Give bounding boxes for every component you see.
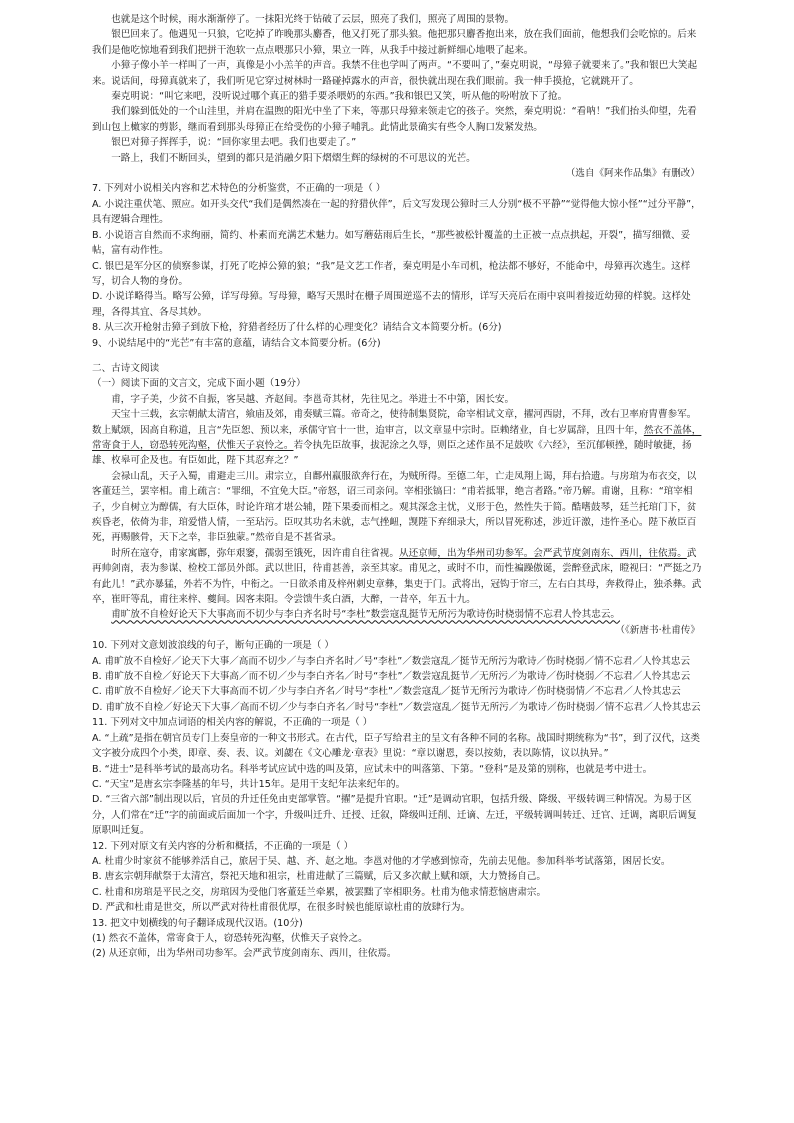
option-b: B. “进士”是科举考试的最高功名。科举考试应试中选的叫及第，应试未中的叫落第、下第。“登科”是及第的别称，也就是考中进士。: [92, 763, 653, 775]
option-c: C. 甫旷放不自检好／论天下大事高而不切／少与李白齐名／时号“李杜”／数尝寇乱／挺节无所污为歌诗／伤时桡弱情／不忘君／人怜其忠云: [92, 686, 681, 698]
option-b: B. 小说语言自然而不求绚丽，简约、朴素而充满艺术魅力。如写蘑菇雨后生长，“那些被松针覆盖的土正被一点点拱起，开裂”，描写细微、妥帖，富有动作性。: [92, 229, 691, 257]
option-c: C. 杜甫和房琯是平民之交，房琯因为受他门客董廷兰牵累，被罢黜了宰相职务。杜甫为他求情惹恼唐肃宗。: [92, 886, 547, 898]
underlined-sentence-1: 然衣不盖体，常寄食于人，窃恐转死沟壑，伏惟天子哀怜之。: [92, 424, 702, 451]
story-source: （选自《阿来作品集》有删改）: [565, 168, 700, 180]
classical-source: （《新唐书·杜甫传》: [615, 624, 700, 636]
option-a: A. 甫旷放不自检好／论天下大事／高而不切少／与李白齐名时／号“李杜”／数尝寇乱／挺节无所污为歌诗／伤时桡弱／情不忘君／人怜其忠云: [92, 655, 691, 667]
question-8: 8. 从三次开枪射击獐子到放下枪，狩猎者经历了什么样的心理变化？请结合文本简要分析。(6分): [92, 322, 502, 334]
story-paragraph: 秦克明说：“叫它来吧，没听说过哪个真正的猎手要杀喂奶的东西。”我和银巴又笑，听从他的吩咐放下了抢。: [111, 91, 568, 103]
story-paragraph: 一路上，我们不断回头，望到的都只是消融夕阳下熠熠生辉的绿树的不可思议的光芒。: [111, 152, 476, 164]
question-stem: 12. 下列对原文有关内容的分析和概括，不正确的一项是（ ）: [92, 840, 354, 852]
option-d: D. 小说详略得当。略写公獐，详写母獐。写母獐，略写天黑时在栅子周围逆巡不去的情形，详写天亮后在雨中哀叫着接近幼獐的样貌。这样处理，各得其宜、各尽其妙。: [92, 291, 691, 318]
classical-paragraph: [92, 407, 704, 469]
question-13: [92, 916, 704, 962]
question-11: [92, 715, 704, 838]
story-paragraph: 银巴回来了。他遇见一只狼，它吃掉了昨晚那头麝香，他又打死了那头狼。他把那只麝香抱出来，放在我们面前，他想我们会吃惊的。后来我们是他吃惊地看到我们把拼干泡软一点点喂那只小獐，果立一阵，从我手中接过新鲜细心地喂了起来。: [92, 29, 697, 56]
text-run: 时所在寇夺，甫家寓鄜，弥年艰窭，孺弱至饿死，因许甫自往省视。: [111, 547, 399, 559]
question-10: [92, 638, 704, 715]
option-c: C. 银巴是军分区的侦察参谋，打死了吃掉公獐的狼；“我”是文艺工作者，秦克明是小车司机，枪法都不够好，不能命中，母獐再次逃生。这样写，切合人物的身份。: [92, 260, 691, 287]
section-subtitle: （一）阅读下面的文言文，完成下面小题（19分）: [92, 378, 306, 390]
story-paragraph: 小獐子像小羊一样叫了一声，真像是小小羔羊的声音。我禁不住也学叫了两声。“不要叫了，”秦克明说，“母獐子就要来了。”我和银巴大笑起来。说话间，母獐真就来了，我们听见它穿过树林时一路碰掉露水的声音，很快就出现在我们眼前。我一伸手摸抢，它就跳开了。: [92, 60, 698, 87]
classical-paragraph: 会禄山乱，天子入蜀，甫避走三川。肃宗立，自鄜州羸服欲奔行在，为贼所得。至德二年，亡走凤翔上谒，拜右拾遗。与房琯为布衣交，以客董廷兰，罢宰相。甫上疏言：“罪细，不宜免大臣。”帝怒，诏三司亲问。宰相张镐曰：“甫若抵罪，绝言者路。”帝乃解。甫谢，且称：“琯宰相子，少自树立为醇儒，有大臣体，时论许琯才堪公辅，陛下果委而相之。观其深念主忧，义形于色，然性失于简。酷嗜鼓琴，廷兰托琯门下，贫疾昏老，依倚为非，琯爱惜人情，一至玷污。臣叹其功名未就，志气挫衄，觊陛下弃细录大，所以冒死称述，涉近讦激，违忤圣心。陛下赦臣百死，再赐骸骨，天下之幸，非臣独蒙。”然帝自是不甚省录。: [92, 470, 697, 544]
wavy-underlined-passage: 甫旷放不自检好论天下大事高而不切少与李白齐名时号“李杜”数尝寇乱挺节无所污为歌诗伤时桡弱情不忘君人怜其忠云。: [111, 609, 621, 621]
text-run: 武再帅剑南，表为参谋、检校工部员外郎。武以世旧，待甫甚善，亲至其家。甫见之，或时不巾，而性褊躁傲诞，尝醉登武床，瞪视曰：: [92, 547, 697, 575]
text-run: “严挺之乃有此儿！”武亦暴猛，外若不为忤，中衔之。一日欲杀甫及梓州刺史章彝，集吏于门。武将出，冠钩于帘三，左右白其母，奔救得止，独杀彝。武卒，崔旰等乱，甫往来梓、夔间。因客耒阳。令尝馈牛炙白酒，大醉，一昔卒，年五十九。: [92, 563, 702, 606]
question-stem: 7. 下列对小说相关内容和艺术特色的分析鉴赏，不正确的一项是（ ）: [92, 183, 386, 195]
story-paragraph: 银巴对獐子挥挥手，说：“回你家里去吧。我们也要走了。”: [111, 137, 357, 149]
classical-paragraph: [92, 607, 704, 622]
option-b: B. 甫旷放不自检／好论天下大事高／而不切／少与李白齐名／时号“李杜”／数尝寇乱挺节／无所污／为歌诗／伤时桡弱／不忘君／人怜其忠云: [92, 671, 691, 683]
section-title: 二、古诗文阅读: [92, 362, 160, 374]
option-d: D. “三省六部”制出现以后，官员的升迁任免由吏部掌管。“擢”是提升官职。“迁”是调动官职，包括升级、降级、平级转调三种情况。为易于区分，人们常在“迁”字的前面或后面加一个字，升级叫迁升、迁授、迁叙，降级叫迁削、迁谪、左迁，平级转调叫转迁、迁官、迁调，离职后调复原职叫迁复。: [92, 794, 697, 837]
option-b: B. 唐玄宗朝拜献祭于太清宫，祭祀天地和祖宗，杜甫进献了三篇赋，后又多次献上赋和颂，大力赞扬自己。: [92, 871, 546, 883]
translation-item-2: (2) 从还京师，出为华州司功参军。会严武节度剑南东、西川，往依焉。: [92, 948, 397, 960]
question-stem: 10. 下列对文意划波浪线的句子，断句正确的一项是（ ）: [92, 640, 335, 652]
story-paragraph: 也就是这个时候，雨水渐渐停了。一抹阳光终于钻破了云层，照亮了我们，照亮了周围的景物。: [111, 14, 515, 25]
question-stem: 13. 把文中划横线的句子翻译成现代汉语。(10分): [92, 917, 303, 929]
option-a: A. “上疏”是指在朝官员专门上奏皇帝的一种文书形式。在古代，臣子写给君主的呈文有各种不同的名称。战国时期统称为“书”，到了汉代，这类文字被分成四个小类，即章、奏、表、议。刘勰在《文心雕龙·章表》里说：“章以谢恩，奏以按劾，表以陈情，议以执异。”: [92, 732, 700, 760]
translation-item-1: (1) 然衣不盖体，常寄食于人，窃恐转死沟壑，伏惟天子哀怜之。: [92, 932, 368, 944]
option-d: D. 严武和杜甫是世交，所以严武对待杜甫很优厚，在很多时候也能原谅杜甫的放肆行为。: [92, 902, 471, 914]
option-d: D. 甫旷放不自检／好论天下大事／高而不切／少与李白齐名／时号“李杜”／数尝寇乱／挺节无所污／为歌诗／伤时桡弱／情不忘君／人怜其忠云: [92, 701, 701, 713]
question-stem: 11. 下列对文中加点词语的相关内容的解说，不正确的一项是（ ）: [92, 717, 373, 729]
classical-paragraph: 甫，字子美，少贫不自振，客吴越、齐赵间。李邕奇其材，先往见之。举进士不中第，困长安。: [111, 393, 515, 405]
section-classical: [92, 361, 704, 638]
underlined-sentence-2: 从还京师，出为华州司功参军。会严武节度剑南东、西川，往依焉。: [399, 547, 687, 559]
question-7: [92, 181, 704, 320]
question-12: [92, 839, 704, 916]
option-a: A. 杜甫少时家贫不能够养活自己，旅居于吴、越、齐、赵之地。李邕对他的才学感到惊奇，先前去见他。参加科举考试落第，困居长安。: [92, 855, 671, 867]
option-a: A. 小说注重伏笔、照应。如开头交代“我们是偶然凑在一起的狩猎伙伴”，后文写发现公獐时三人分别“极不平静”“觉得他大惊小怪”“过分平静”，具有逻辑合理性。: [92, 198, 701, 226]
classical-paragraph: [92, 546, 704, 608]
question-9: 9、小说结尾中的“光芒”有丰富的意蕴，请结合文本简要分析。(6分): [92, 337, 381, 349]
story-paragraph: 我们躲到低处的一个山洼里，并肩在温煦的阳光中坐了下来，等那只母獐来领走它的孩子。突然，秦克明说：“看呐！”我们抬头仰望，先看到山包上橄家的剪影，继而看到那头母獐正在给受伤的小獐子哺乳。此情此景确实有些令人胸口发紧发热。: [92, 106, 697, 133]
option-c: C. “天宝”是唐玄宗李隆基的年号，共计15年。是用干支纪年法来纪年的。: [92, 778, 406, 790]
text-run: 若令执先臣故事，拔泥涂之久辱，则臣之述作虽不足鼓吹《六经》，至沉郁顿挫，随时敏捷，扬雄、枚皋可企及也。有臣如此，陛下其忍弃之？”: [92, 439, 692, 467]
text-run: 天宝十三载，玄宗朝献太清宫，飨庙及郊，甫奏赋三篇。帝奇之，使待制集贤院，命宰相试文章，擢河西尉，不拜，改右卫率府胄曹参军。数上赋颂，因高自称道，且言“先臣恕、预以来，承儒守官十一世，迨审言，以文章显中宗时。臣赖绪业，自七岁属辞，且四十年，: [92, 409, 697, 436]
